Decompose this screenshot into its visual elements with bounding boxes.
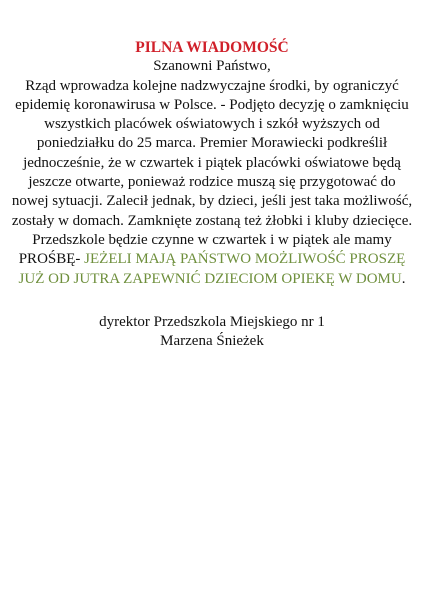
- message-end: .: [401, 270, 406, 287]
- message-text: Rząd wprowadza kolejne nadzwyczajne środki, by ograniczyć epidemię koronawirusa w Polsce. - Podjęto decyzję o zamknięciu wszystkich placówek oświatowych i szkół wyższych od poniedziałku do 25 marca. Premier Morawiecki podkreślił jednocześnie, że w czwartek i piątek placówki oświatowe będą jeszcze otwarte, ponieważ rodzice muszą się przygotować do nowej sytuacji. Zalecił jednak, by dzieci, jeśli jest taka możliwość, zostały w domach. Zamknięte zostaną też żłobki i kluby dziecięce. Przedszkole będzie czynne w czwartek i w piątek ale mamy PROŚBĘ-: [11, 77, 413, 268]
- highlighted-request: JEŻELI MAJĄ PAŃSTWO MOŻLIWOŚĆ PROSZĘ JUŻ OD JUTRA ZAPEWNIĆ DZIECIOM OPIEKĘ W DOMU: [18, 251, 406, 287]
- signature-block: [10, 313, 414, 352]
- signature-name: Marzena Śnieżek: [160, 333, 264, 350]
- document-title: PILNA WIADOMOŚĆ: [135, 39, 289, 56]
- greeting: Szanowni Państwo,: [153, 58, 271, 75]
- document-content: [10, 38, 414, 351]
- signature-title: dyrektor Przedszkola Miejskiego nr 1: [99, 313, 325, 330]
- message-body: [10, 77, 414, 289]
